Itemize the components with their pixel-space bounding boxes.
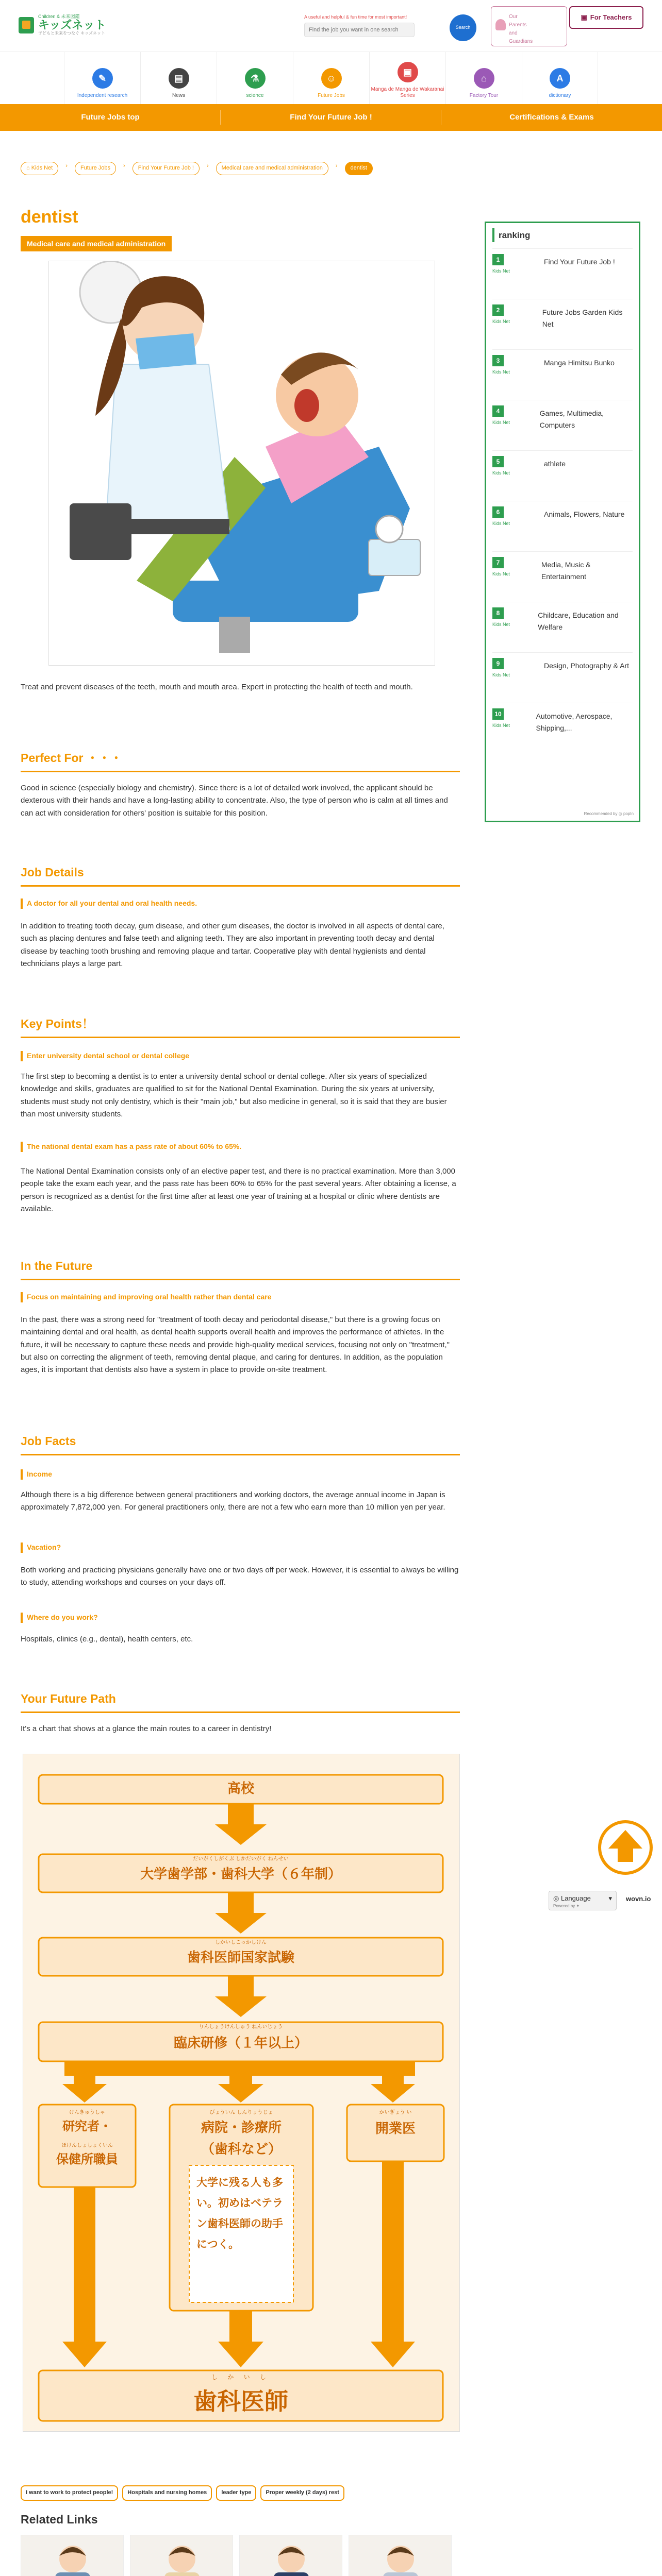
- breadcrumb-separator-icon: ›: [123, 163, 125, 169]
- ranking-logo: Kids Net: [492, 622, 510, 628]
- ranking-item-name: Design, Photography & Art: [544, 662, 629, 670]
- ranking-item-name: athlete: [544, 460, 566, 468]
- tag-weekly-rest[interactable]: Proper weekly (2 days) rest: [260, 2485, 344, 2501]
- ranking-item-left: [492, 355, 544, 400]
- section-future-heading: In the Future: [21, 1259, 460, 1280]
- ranking-item-name: Media, Music & Entertainment: [541, 561, 591, 581]
- ranking-item-name: Childcare, Education and Welfare: [538, 611, 619, 631]
- related-links-grid: [21, 2535, 460, 2576]
- nav-item[interactable]: [64, 52, 140, 104]
- wovn-logo: wovn.io: [626, 1895, 651, 1903]
- breadcrumb-category[interactable]: Medical care and medical administration: [216, 162, 328, 175]
- newspaper-icon: ▤: [169, 68, 189, 89]
- breadcrumb-find-job[interactable]: Find Your Future Job !: [133, 162, 200, 175]
- work-place-text: Hospitals, clinics (e.g., dental), health centers, etc.: [21, 1635, 193, 1643]
- key-points-subheading-2: The national dental exam has a pass rate of about 60% to 65%.: [21, 1142, 460, 1152]
- ranking-number: 8: [492, 607, 504, 619]
- dentist-illustration-svg: [49, 261, 435, 665]
- breadcrumb-separator-icon: ›: [206, 163, 209, 169]
- path-node-hospital: 病院・診療所: [201, 2120, 282, 2135]
- nav-item[interactable]: [293, 52, 369, 104]
- work-place-heading: Where do you work?: [21, 1613, 460, 1623]
- ranking-item[interactable]: [492, 652, 633, 703]
- path-node-hospital-sub: （歯科など）: [201, 2141, 282, 2157]
- dictionary-icon: A: [550, 68, 570, 89]
- ranking-title: ranking: [492, 228, 633, 242]
- tag-protect-people[interactable]: I want to work to protect people!: [21, 2485, 118, 2501]
- related-illustration: [349, 2535, 452, 2576]
- parents-guardians-link[interactable]: [491, 6, 567, 46]
- ranking-item[interactable]: [492, 299, 633, 349]
- related-card[interactable]: [130, 2535, 239, 2576]
- related-card-image: [239, 2535, 342, 2576]
- ranking-item[interactable]: [492, 400, 633, 450]
- related-links-heading: Related Links: [21, 2513, 98, 2526]
- breadcrumb-future-jobs[interactable]: Future Jobs: [75, 162, 116, 175]
- future-subheading: Focus on maintaining and improving oral health rather than dental care: [21, 1292, 460, 1302]
- job-summary: Treat and prevent diseases of the teeth, mouth and mouth area. Expert in protecting the health of teeth and mouth.: [21, 683, 413, 691]
- nav-item[interactable]: [217, 52, 293, 104]
- section-perfect-for-heading: Perfect For ・・・: [21, 751, 460, 772]
- language-selector[interactable]: [549, 1891, 617, 1910]
- key-points-text-2: The National Dental Examination consists only of an elective paper test, and there is no practical examination. More than 3,000 people take the exam each year, and the pass rate has been 60% to 65% for the past several years. After obtaining a license, a person is recognized as a dentist for the first time after at least one year of training at a hospital or clinic where dentists are available.: [21, 1167, 456, 1213]
- ranking-item-left: [492, 658, 544, 703]
- header-note: A useful and helpful & fun time for most important!: [304, 14, 407, 20]
- ranking-sidebar: [485, 222, 640, 822]
- ranking-item-left: [492, 506, 544, 551]
- income-text: Although there is a big difference between general practitioners and working doctors, the average annual income in Japan is approximately 7,872,000 yen. For general practitioners only, there are not a few who earn more than 10 million yen per year.: [21, 1490, 445, 1512]
- breadcrumb: [21, 162, 373, 175]
- future-text: In the past, there was a strong need for "treatment of tooth decay and periodontal disease," but there is a growing focus on maintaining dental and oral health, as dental health supports overall health and improves the performance of athletes. In the future, it will be necessary to capture these needs and provide high-quality medical services, focusing not only on "treatment," but also on correcting the alignment of teeth, removing dental plaque, and caring for dentures. In addition, as the population ages, it is important that dentists also have a system in place to provide on-site treatment.: [21, 1315, 450, 1375]
- for-teachers-button[interactable]: [569, 6, 643, 29]
- nav-item-label: News: [172, 93, 185, 98]
- path-node-exam-ruby: しかいしこっかしけん: [215, 1940, 267, 1945]
- ranking-number: 1: [492, 254, 504, 265]
- ranking-item-left: [492, 254, 544, 299]
- related-illustration: [21, 2535, 124, 2576]
- factory-icon: ⌂: [474, 68, 494, 89]
- ranking-number: 10: [492, 708, 504, 720]
- menu-future-jobs-top[interactable]: Future Jobs top: [0, 104, 221, 131]
- ranking-item-left: [492, 708, 536, 753]
- ranking-number: 7: [492, 557, 504, 568]
- search-button-label: Search: [455, 25, 471, 30]
- path-node-university-ruby: だいがくしがくぶ しかだいがく ねんせい: [193, 1856, 289, 1862]
- ranking-item-left: [492, 405, 540, 450]
- language-powered: Powered by ✦: [553, 1903, 580, 1908]
- path-node-researcher: 研究者・: [62, 2120, 112, 2133]
- ranking-item[interactable]: [492, 703, 633, 753]
- guardian-line: Guardians: [509, 39, 533, 44]
- ranking-powered-by: Recommended by ◎ popIn: [584, 811, 634, 817]
- home-icon: ⌂: [26, 165, 31, 171]
- job-tags: [21, 2485, 344, 2501]
- flask-icon: ⚗: [245, 68, 266, 89]
- related-card[interactable]: [239, 2535, 349, 2576]
- ranking-number: 2: [492, 304, 504, 316]
- path-node-health-center: 保健所職員: [56, 2153, 118, 2166]
- path-node-dentist-ruby: し か い し: [211, 2374, 270, 2381]
- path-node-open-ruby: かいぎょう い: [379, 2110, 412, 2115]
- breadcrumb-separator-icon: ›: [65, 163, 68, 169]
- path-node-exam: 歯科医師国家試験: [187, 1950, 294, 1965]
- path-note: 大学に残る人も多い。初めはベテラン歯科医師の助手につく。: [196, 2177, 283, 2250]
- nav-item[interactable]: [445, 52, 522, 104]
- globe-icon: ◎: [553, 1894, 561, 1902]
- guardian-line: Our: [509, 14, 518, 20]
- ranking-logo: Kids Net: [492, 672, 510, 678]
- nav-item-label: Future Jobs: [318, 93, 345, 98]
- key-points-subheading-1: Enter university dental school or dental college: [21, 1051, 460, 1061]
- related-card-image: [130, 2535, 233, 2576]
- job-details-text: In addition to treating tooth decay, gum disease, and other gum diseases, the doctor is involved in all aspects of dental care, such as placing dentures and false teeth and aligning teeth. They are also important in preventing tooth decay and dental disease by teaching tooth brushing and removing plaque and tartar. Cooperative play with dental hygienists and dental technicians plays a large part.: [21, 922, 444, 968]
- ranking-logo: Kids Net: [492, 420, 510, 426]
- ranking-item[interactable]: [492, 248, 633, 299]
- section-job-facts-heading: Job Facts: [21, 1434, 460, 1455]
- future-jobs-menu: [0, 104, 662, 131]
- nav-item[interactable]: [522, 52, 598, 104]
- job-details-subheading: A doctor for all your dental and oral health needs.: [21, 899, 460, 909]
- related-card[interactable]: [21, 2535, 130, 2576]
- section-key-points-heading: Key Points！: [21, 1017, 460, 1038]
- path-node-open-practice: 開業医: [375, 2121, 416, 2136]
- search-input[interactable]: [304, 23, 415, 37]
- logo-subtitle: 子どもと未来をつなぐ キッズネット: [38, 31, 106, 36]
- tag-leader-type[interactable]: leader type: [216, 2485, 256, 2501]
- related-illustration: [130, 2535, 233, 2576]
- ranking-item[interactable]: [492, 450, 633, 501]
- path-node-training: 臨床研修（１年以上）: [173, 2035, 308, 2050]
- guardian-line: and: [509, 30, 518, 36]
- path-node-high-school: 高校: [227, 1781, 254, 1796]
- breadcrumb-separator-icon: ›: [335, 163, 338, 169]
- nav-item[interactable]: [369, 52, 445, 104]
- ranking-item-left: [492, 304, 542, 349]
- ranking-item-name: Animals, Flowers, Nature: [544, 510, 625, 519]
- teachers-icon: ▣: [581, 13, 587, 21]
- nav-item-label: Independent research: [77, 93, 128, 98]
- ranking-item[interactable]: [492, 551, 633, 602]
- scroll-to-top-button[interactable]: [596, 1820, 655, 1875]
- ranking-logo: Kids Net: [492, 470, 510, 476]
- section-future-path-heading: Your Future Path: [21, 1692, 460, 1713]
- career-path-chart: [23, 1754, 460, 2432]
- breadcrumb-label: Kids Net: [31, 165, 53, 171]
- main-nav: [0, 52, 662, 104]
- related-illustration: [240, 2535, 342, 2576]
- perfect-for-text: Good in science (especially biology and chemistry). Since there is a lot of detailed work involved, the applicant should be dexterous with their hands and have a long-lasting ability to concentrate. Also, the type of person who is calm at all times and can act with consideration for others' position is suitable for this position.: [21, 784, 448, 818]
- section-job-details-heading: Job Details: [21, 866, 460, 887]
- logo-title: キッズネット: [38, 19, 106, 31]
- logo-tagline: Children & 未来図鑑: [38, 14, 80, 19]
- nav-item-label: science: [246, 93, 264, 98]
- ranking-number: 5: [492, 456, 504, 467]
- ranking-logo: Kids Net: [492, 723, 510, 728]
- nav-item-label: Manga de Manga de Wakaranai Series: [371, 87, 444, 98]
- income-heading: Income: [21, 1469, 460, 1480]
- ranking-item-name: Games, Multimedia, Computers: [539, 409, 604, 429]
- ranking-item[interactable]: [492, 602, 633, 652]
- ranking-item-name: Future Jobs Garden Kids Net: [542, 308, 623, 328]
- logo-cube-icon: [19, 17, 34, 33]
- path-node-hospital-ruby: びょういん しんりょうじょ: [209, 2110, 273, 2115]
- nav-item[interactable]: [140, 52, 217, 104]
- book-icon: ▣: [398, 62, 418, 82]
- chevron-down-icon: ▾: [608, 1894, 612, 1902]
- briefcase-icon: ☺: [321, 68, 342, 89]
- ranking-item-left: [492, 557, 541, 602]
- site-header: [0, 0, 662, 52]
- ranking-number: 9: [492, 658, 504, 669]
- vacation-text: Both working and practicing physicians generally have one or two days off per week. However, it is essential to always be willing to study, attending workshops and courses on your days off.: [21, 1566, 459, 1587]
- path-node-health-center-ruby: ほけんしょしょくいん: [61, 2143, 113, 2148]
- ranking-number: 3: [492, 355, 504, 366]
- ranking-logo: Kids Net: [492, 571, 510, 577]
- path-node-researcher-ruby: けんきゅうしゃ: [69, 2110, 105, 2115]
- search-button[interactable]: [450, 14, 476, 41]
- ranking-item-left: [492, 456, 544, 501]
- scroll-top-icon: [596, 1820, 655, 1875]
- menu-certifications-exams[interactable]: Certifications & Exams: [509, 113, 594, 122]
- guardian-line: Parents: [509, 22, 527, 28]
- ranking-item-name: Manga Himitsu Bunko: [544, 359, 615, 367]
- ranking-item[interactable]: [492, 349, 633, 400]
- key-points-text-1: The first step to becoming a dentist is to enter a university dental school or dental college. After six years of specialized knowledge and skills, graduates are qualified to sit for the National Dental Examination. During the six years at university, students must study not only dentistry, which is their "main job," but also medicine in general, so it is said that they are busier than most university students.: [21, 1072, 447, 1118]
- page-title: dentist: [21, 207, 78, 227]
- nav-item-label: dictionary: [549, 93, 571, 98]
- nav-item-label: Factory Tour: [469, 93, 499, 98]
- ranking-number: 6: [492, 506, 504, 518]
- menu-find-your-future-job[interactable]: Find Your Future Job !: [221, 104, 441, 131]
- ranking-number: 4: [492, 405, 504, 417]
- related-card-image: [349, 2535, 452, 2576]
- ranking-item-name: Automotive, Aerospace, Shipping,...: [536, 712, 613, 732]
- vacation-heading: Vacation?: [21, 1543, 460, 1553]
- ranking-logo: Kids Net: [492, 521, 510, 527]
- tag-hospitals[interactable]: Hospitals and nursing homes: [122, 2485, 212, 2501]
- language-label: Language: [560, 1894, 591, 1902]
- site-logo[interactable]: [19, 14, 106, 36]
- category-badge[interactable]: Medical care and medical administration: [21, 236, 172, 251]
- ranking-item-left: [492, 607, 538, 652]
- future-path-intro: It's a chart that shows at a glance the main routes to a career in dentistry!: [21, 1724, 272, 1733]
- path-node-dentist: 歯科医師: [193, 2388, 288, 2415]
- path-node-university: 大学歯学部・歯科大学（６年制）: [140, 1866, 341, 1882]
- related-card[interactable]: [349, 2535, 458, 2576]
- related-card-image: [21, 2535, 124, 2576]
- path-node-training-ruby: りんしょうけんしゅう ねんいじょう: [198, 2024, 283, 2030]
- microscope-icon: ✎: [92, 68, 113, 89]
- breadcrumb-current: dentist: [345, 162, 373, 175]
- ranking-logo: Kids Net: [492, 268, 510, 274]
- ranking-logo: Kids Net: [492, 319, 510, 325]
- ranking-item[interactable]: [492, 501, 633, 551]
- dentist-illustration: [48, 261, 435, 666]
- teachers-label: For Teachers: [590, 13, 632, 21]
- breadcrumb-kids-net[interactable]: [21, 162, 58, 175]
- ranking-logo: Kids Net: [492, 369, 510, 375]
- ranking-item-name: Find Your Future Job !: [544, 258, 615, 266]
